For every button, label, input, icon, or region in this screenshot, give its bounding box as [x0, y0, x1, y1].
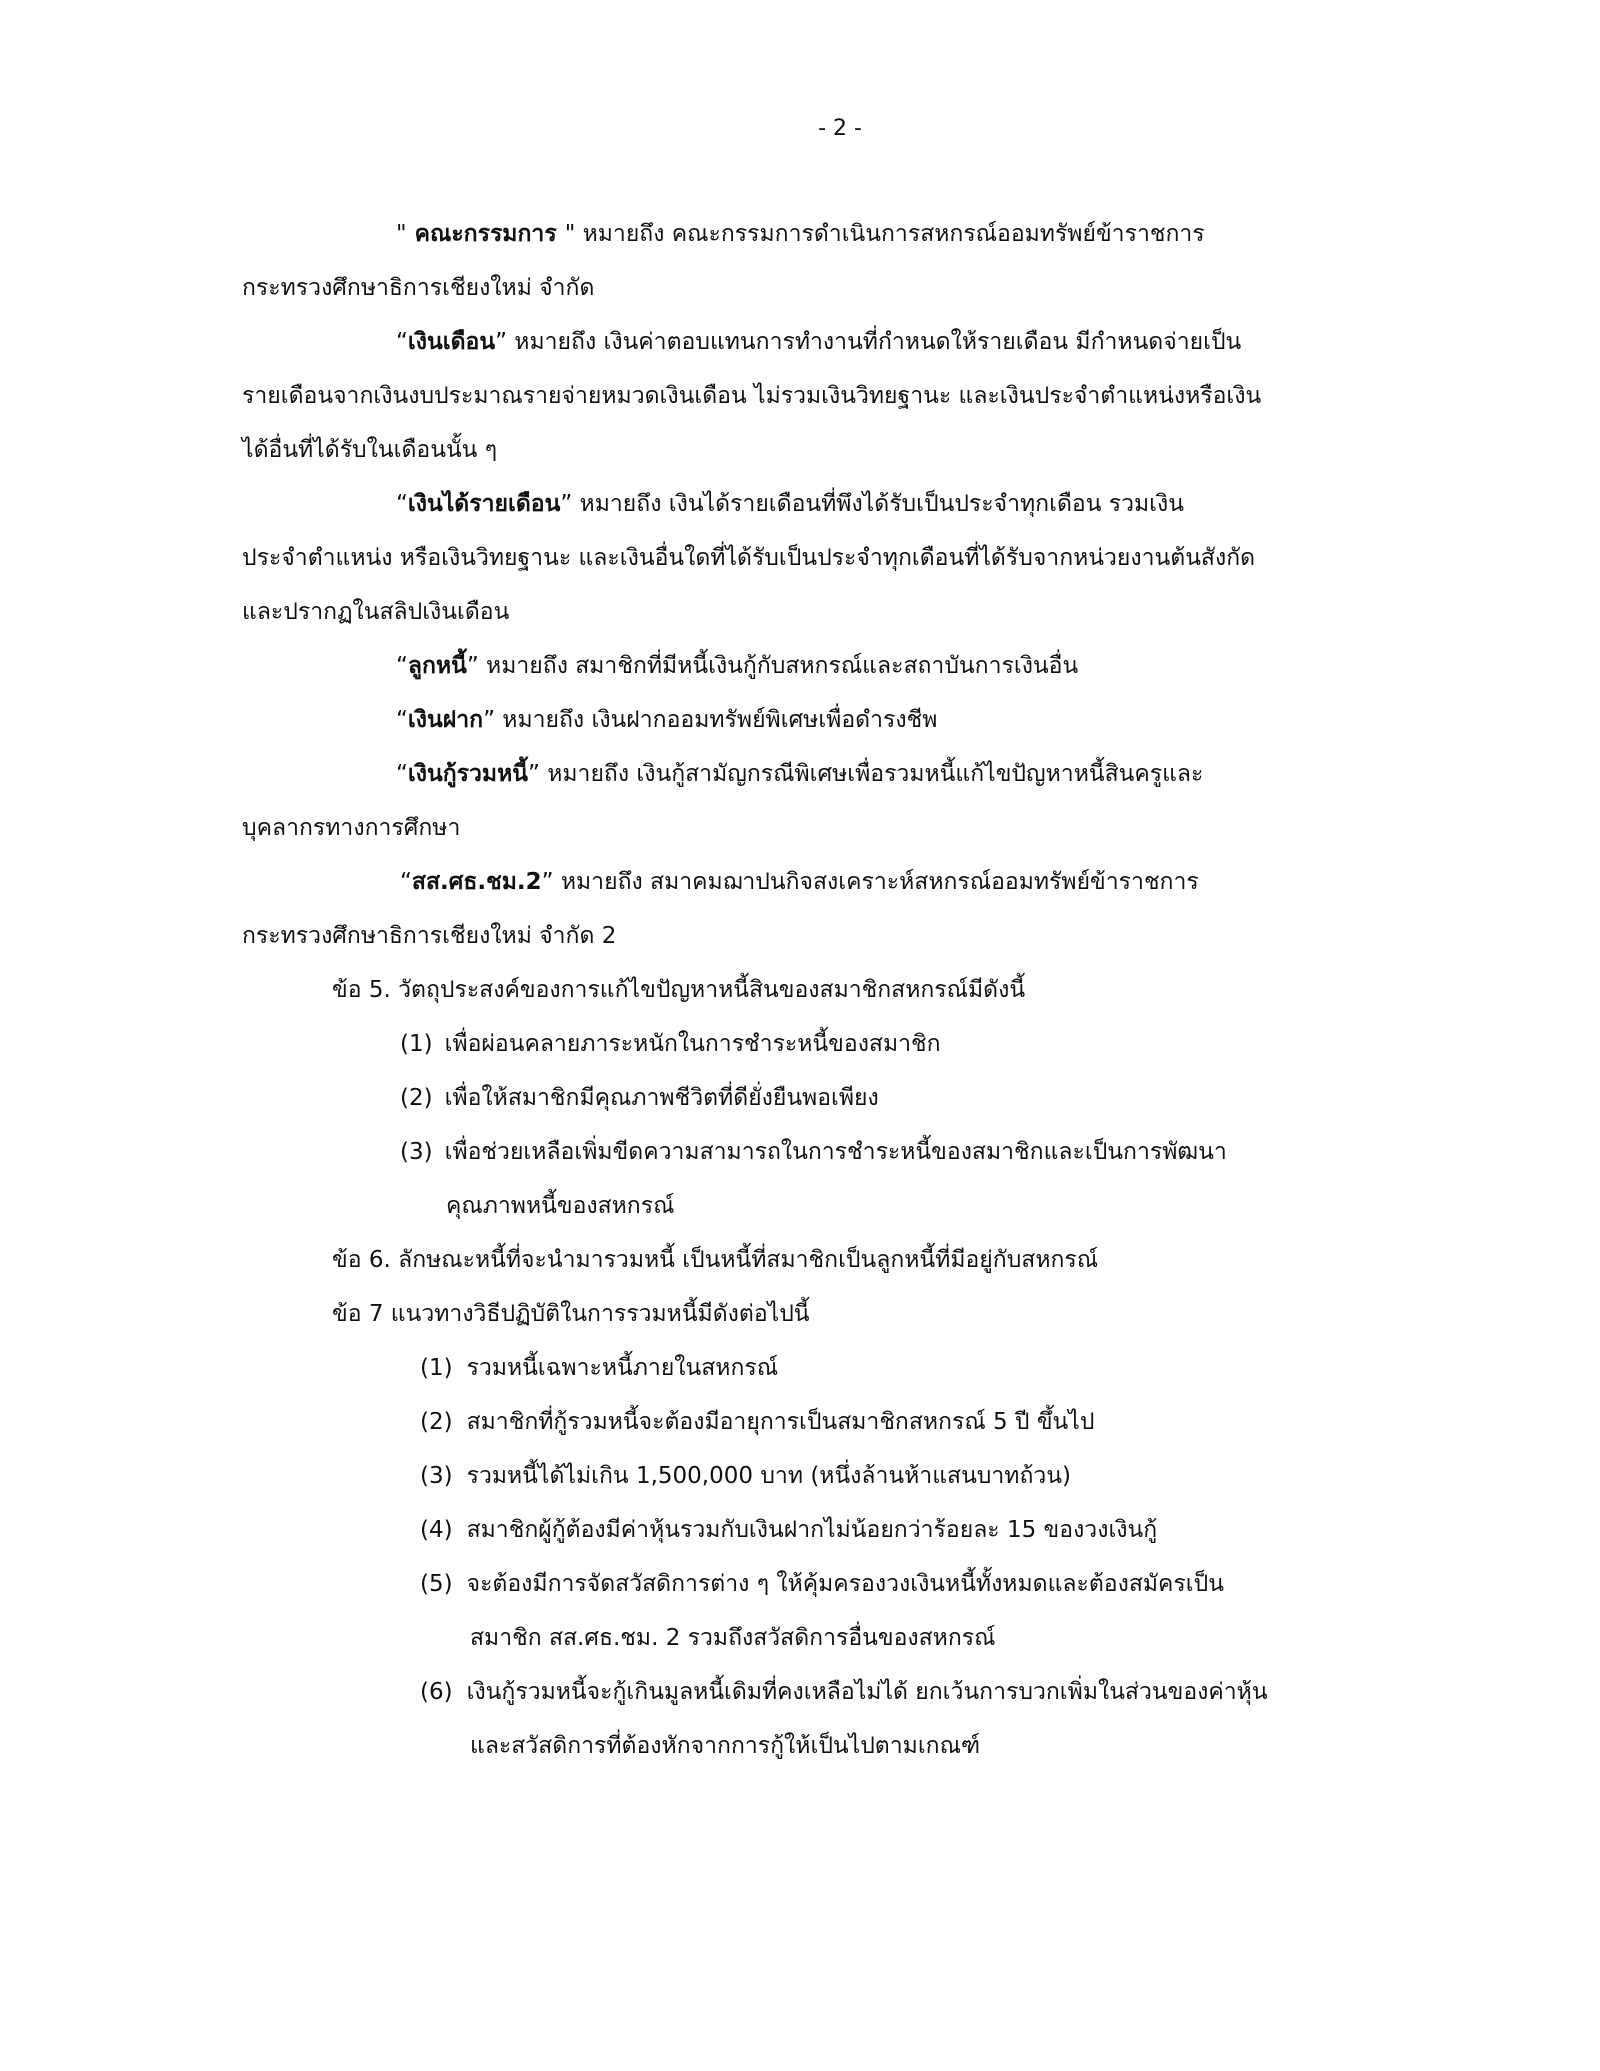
item-number: (6) [420, 1679, 453, 1705]
item-number: (2) [420, 1409, 453, 1435]
item-text: เงินกู้รวมหนี้จะกู้เกินมูลหนี้เดิมที่คงเหลือไม่ได้ ยกเว้นการบวกเพิ่มในส่วนของค่าหุ้น [466, 1679, 1268, 1705]
clause-7-item-5-line-2: สมาชิก สส.ศธ.ชม. 2 รวมถึงสวัสดิการอื่นของสหกรณ์ [470, 1625, 996, 1651]
item-text: รวมหนี้ได้ไม่เกิน 1,500,000 บาท (หนึ่งล้านห้าแสนบาทถ้วน) [466, 1463, 1072, 1489]
definition-text: หมายถึง คณะกรรมการดำเนินการสหกรณ์ออมทรัพย์ข้าราชการ [575, 221, 1205, 247]
clause-7-item-5 [420, 1568, 1224, 1600]
definition-text: ” หมายถึง เงินค่าตอบแทนการทำงานที่กำหนดให้รายเดือน มีกำหนดจ่ายเป็น [495, 329, 1242, 355]
clause-5-heading: ข้อ 5. วัตถุประสงค์ของการแก้ไขปัญหาหนี้สินของสมาชิกสหกรณ์มีดังนี้ [332, 977, 1026, 1003]
close-quote: " [564, 221, 576, 247]
item-number: (3) [400, 1139, 433, 1165]
open-quote: “ [400, 869, 412, 895]
definition-text: ” หมายถึง เงินได้รายเดือนที่พึงได้รับเป็นประจำทุกเดือน รวมเงิน [560, 491, 1185, 517]
term-committee: คณะกรรมการ [406, 221, 565, 247]
item-text: เพื่อให้สมาชิกมีคุณภาพชีวิตที่ดียั่งยืนพอเพียง [444, 1085, 879, 1111]
page-number: - 2 - [818, 116, 862, 141]
item-text: สมาชิกที่กู้รวมหนี้จะต้องมีอายุการเป็นสมาชิกสหกรณ์ 5 ปี ขึ้นไป [466, 1409, 1095, 1435]
term-monthly-income: เงินได้รายเดือน [407, 491, 561, 517]
clause-7-item-2 [420, 1406, 1094, 1438]
clause-7-heading: ข้อ 7 แนวทางวิธีปฏิบัติในการรวมหนี้มีดังต่อไปนี้ [332, 1301, 810, 1327]
term-association: สส.ศธ.ชม.2 [411, 869, 542, 895]
item-text: สมาชิกผู้กู้ต้องมีค่าหุ้นรวมกับเงินฝากไม่น้อยกว่าร้อยละ 15 ของวงเงินกู้ [466, 1517, 1158, 1543]
definition-monthly-income-line-2: ประจำตำแหน่ง หรือเงินวิทยฐานะ และเงินอื่นใดที่ได้รับเป็นประจำทุกเดือนที่ได้รับจากหน่วยงานต้นสังกัด [242, 545, 1256, 571]
item-number: (5) [420, 1571, 453, 1597]
definition-deposit-line-1 [396, 704, 937, 736]
open-quote: “ [396, 761, 408, 787]
definition-monthly-income-line-3: และปรากฏในสลิปเงินเดือน [242, 599, 510, 625]
term-debtor: ลูกหนี้ [407, 653, 467, 679]
definition-salary-line-2: รายเดือนจากเงินงบประมาณรายจ่ายหมวดเงินเดือน ไม่รวมเงินวิทยฐานะ และเงินประจำตำแหน่งหรือเงิน [242, 383, 1262, 409]
clause-7-item-6-line-2: และสวัสดิการที่ต้องหักจากการกู้ให้เป็นไปตามเกณฑ์ [470, 1733, 981, 1759]
definition-monthly-income-line-1 [396, 488, 1184, 520]
item-text: เพื่อผ่อนคลายภาระหนักในการชำระหนี้ของสมาชิก [444, 1031, 941, 1057]
definition-text: ” หมายถึง เงินกู้สามัญกรณีพิเศษเพื่อรวมหนี้แก้ไขปัญหาหนี้สินครูและ [527, 761, 1204, 787]
open-quote: “ [396, 329, 408, 355]
clause-6-heading: ข้อ 6. ลักษณะหนี้ที่จะนำมารวมหนี้ เป็นหนี้ที่สมาชิกเป็นลูกหนี้ที่มีอยู่กับสหกรณ์ [332, 1247, 1099, 1273]
open-quote: “ [396, 653, 408, 679]
term-deposit: เงินฝาก [407, 707, 484, 733]
item-number: (1) [420, 1355, 453, 1381]
item-number: (4) [420, 1517, 453, 1543]
definition-debtor-line-1 [396, 650, 1078, 682]
clause-7-item-4 [420, 1514, 1157, 1546]
clause-7-item-6 [420, 1676, 1268, 1708]
definition-text: ” หมายถึง สมาชิกที่มีหนี้เงินกู้กับสหกรณ์และสถาบันการเงินอื่น [466, 653, 1079, 679]
open-quote: “ [396, 707, 408, 733]
clause-5-item-2 [400, 1082, 879, 1114]
definition-committee-line-1 [396, 218, 1205, 250]
term-salary: เงินเดือน [407, 329, 496, 355]
definition-salary-line-3: ได้อื่นที่ได้รับในเดือนนั้น ๆ [242, 437, 498, 463]
item-number: (1) [400, 1031, 433, 1057]
item-number: (3) [420, 1463, 453, 1489]
definition-association-line-2: กระทรวงศึกษาธิการเชียงใหม่ จำกัด 2 [242, 923, 617, 949]
definition-consolidation-loan-line-1 [396, 758, 1203, 790]
definition-text: ” หมายถึง เงินฝากออมทรัพย์พิเศษเพื่อดำรงชีพ [483, 707, 938, 733]
definition-salary-line-1 [396, 326, 1241, 358]
clause-7-item-1 [420, 1352, 778, 1384]
clause-5-item-1 [400, 1028, 941, 1060]
definition-consolidation-loan-line-2: บุคลากรทางการศึกษา [242, 815, 461, 841]
open-quote: “ [396, 491, 408, 517]
clause-5-item-3-line-2: คุณภาพหนี้ของสหกรณ์ [446, 1193, 675, 1219]
clause-5-item-3 [400, 1136, 1227, 1168]
clause-7-item-3 [420, 1460, 1071, 1492]
item-number: (2) [400, 1085, 433, 1111]
item-text: จะต้องมีการจัดสวัสดิการต่าง ๆ ให้คุ้มครองวงเงินหนี้ทั้งหมดและต้องสมัครเป็น [466, 1571, 1224, 1597]
definition-text: ” หมายถึง สมาคมฌาปนกิจสงเคราะห์สหกรณ์ออมทรัพย์ข้าราชการ [541, 869, 1199, 895]
definition-committee-line-2: กระทรวงศึกษาธิการเชียงใหม่ จำกัด [242, 275, 595, 301]
definition-association-line-1 [400, 866, 1199, 898]
item-text: รวมหนี้เฉพาะหนี้ภายในสหกรณ์ [466, 1355, 779, 1381]
term-consolidation-loan: เงินกู้รวมหนี้ [407, 761, 528, 787]
item-text: เพื่อช่วยเหลือเพิ่มขีดความสามารถในการชำระหนี้ของสมาชิกและเป็นการพัฒนา [444, 1139, 1227, 1165]
open-quote: " [396, 221, 407, 247]
